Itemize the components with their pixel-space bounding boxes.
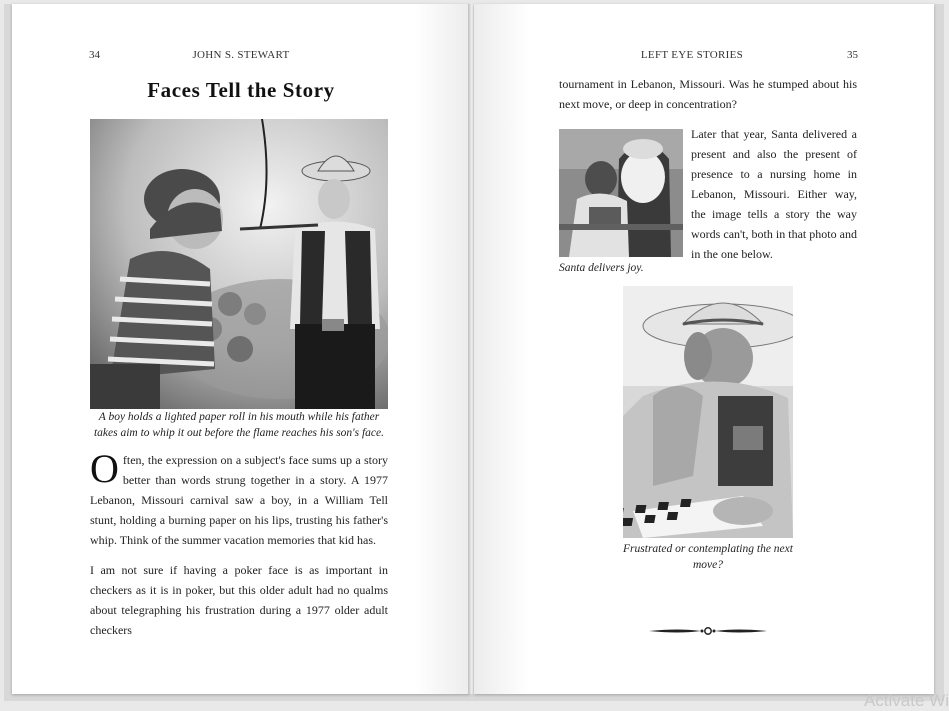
- right-running-head: LEFT EYE STORIES: [640, 49, 744, 61]
- paragraph-2: I am not sure if having a poker face is as important in checkers as it is in poker, but this older adult had no qualms about telegraphing his frustration during a 1977 older adult checkers: [90, 563, 388, 637]
- right-page-number: 35: [847, 49, 858, 61]
- paragraph-4: Later that year, Santa delivered a present and also the present of presence to a nursing home in Lebanon, Missouri. Either way, the image tells a story the way words can't, both in that photo and in the one below.: [691, 127, 857, 261]
- paragraph-1-text: ften, the expression on a subject's face sums up a story better than words strung together in a story. A 1977 Lebanon, Missouri carnival saw a boy, in a William Tell stunt, holding a burning paper on his lips, trusting his father's whip. Think of the summer vacation memories that kid has.: [90, 453, 388, 547]
- chapter-title: Faces Tell the Story: [147, 78, 335, 102]
- paragraph-3: tournament in Lebanon, Missouri. Was he stumped about his next move, or deep in concentration?: [559, 77, 857, 111]
- fleuron-ornament: [649, 625, 767, 637]
- right-wrap-paragraph: [691, 124, 857, 264]
- left-page: [12, 4, 470, 694]
- left-body-text: [90, 446, 388, 640]
- left-page-number: 34: [89, 49, 100, 61]
- right-page: [474, 4, 934, 694]
- activate-windows-watermark: Activate Wi: [863, 691, 949, 710]
- santa-photo: [559, 129, 683, 257]
- paragraph-1: [90, 446, 388, 550]
- william-tell-photo: [90, 119, 388, 409]
- santa-caption: Santa delivers joy.: [559, 262, 644, 274]
- right-top-paragraph: [559, 74, 857, 114]
- drop-cap: O: [90, 446, 119, 491]
- william-tell-caption: A boy holds a lighted paper roll in his mouth while his father takes aim to whip it out before the flame reaches his son's face.: [93, 411, 385, 439]
- left-running-head: JOHN S. STEWART: [192, 49, 290, 61]
- checkers-caption: Frustrated or contemplating the next move?: [623, 543, 793, 571]
- checkers-player-photo: [623, 286, 793, 538]
